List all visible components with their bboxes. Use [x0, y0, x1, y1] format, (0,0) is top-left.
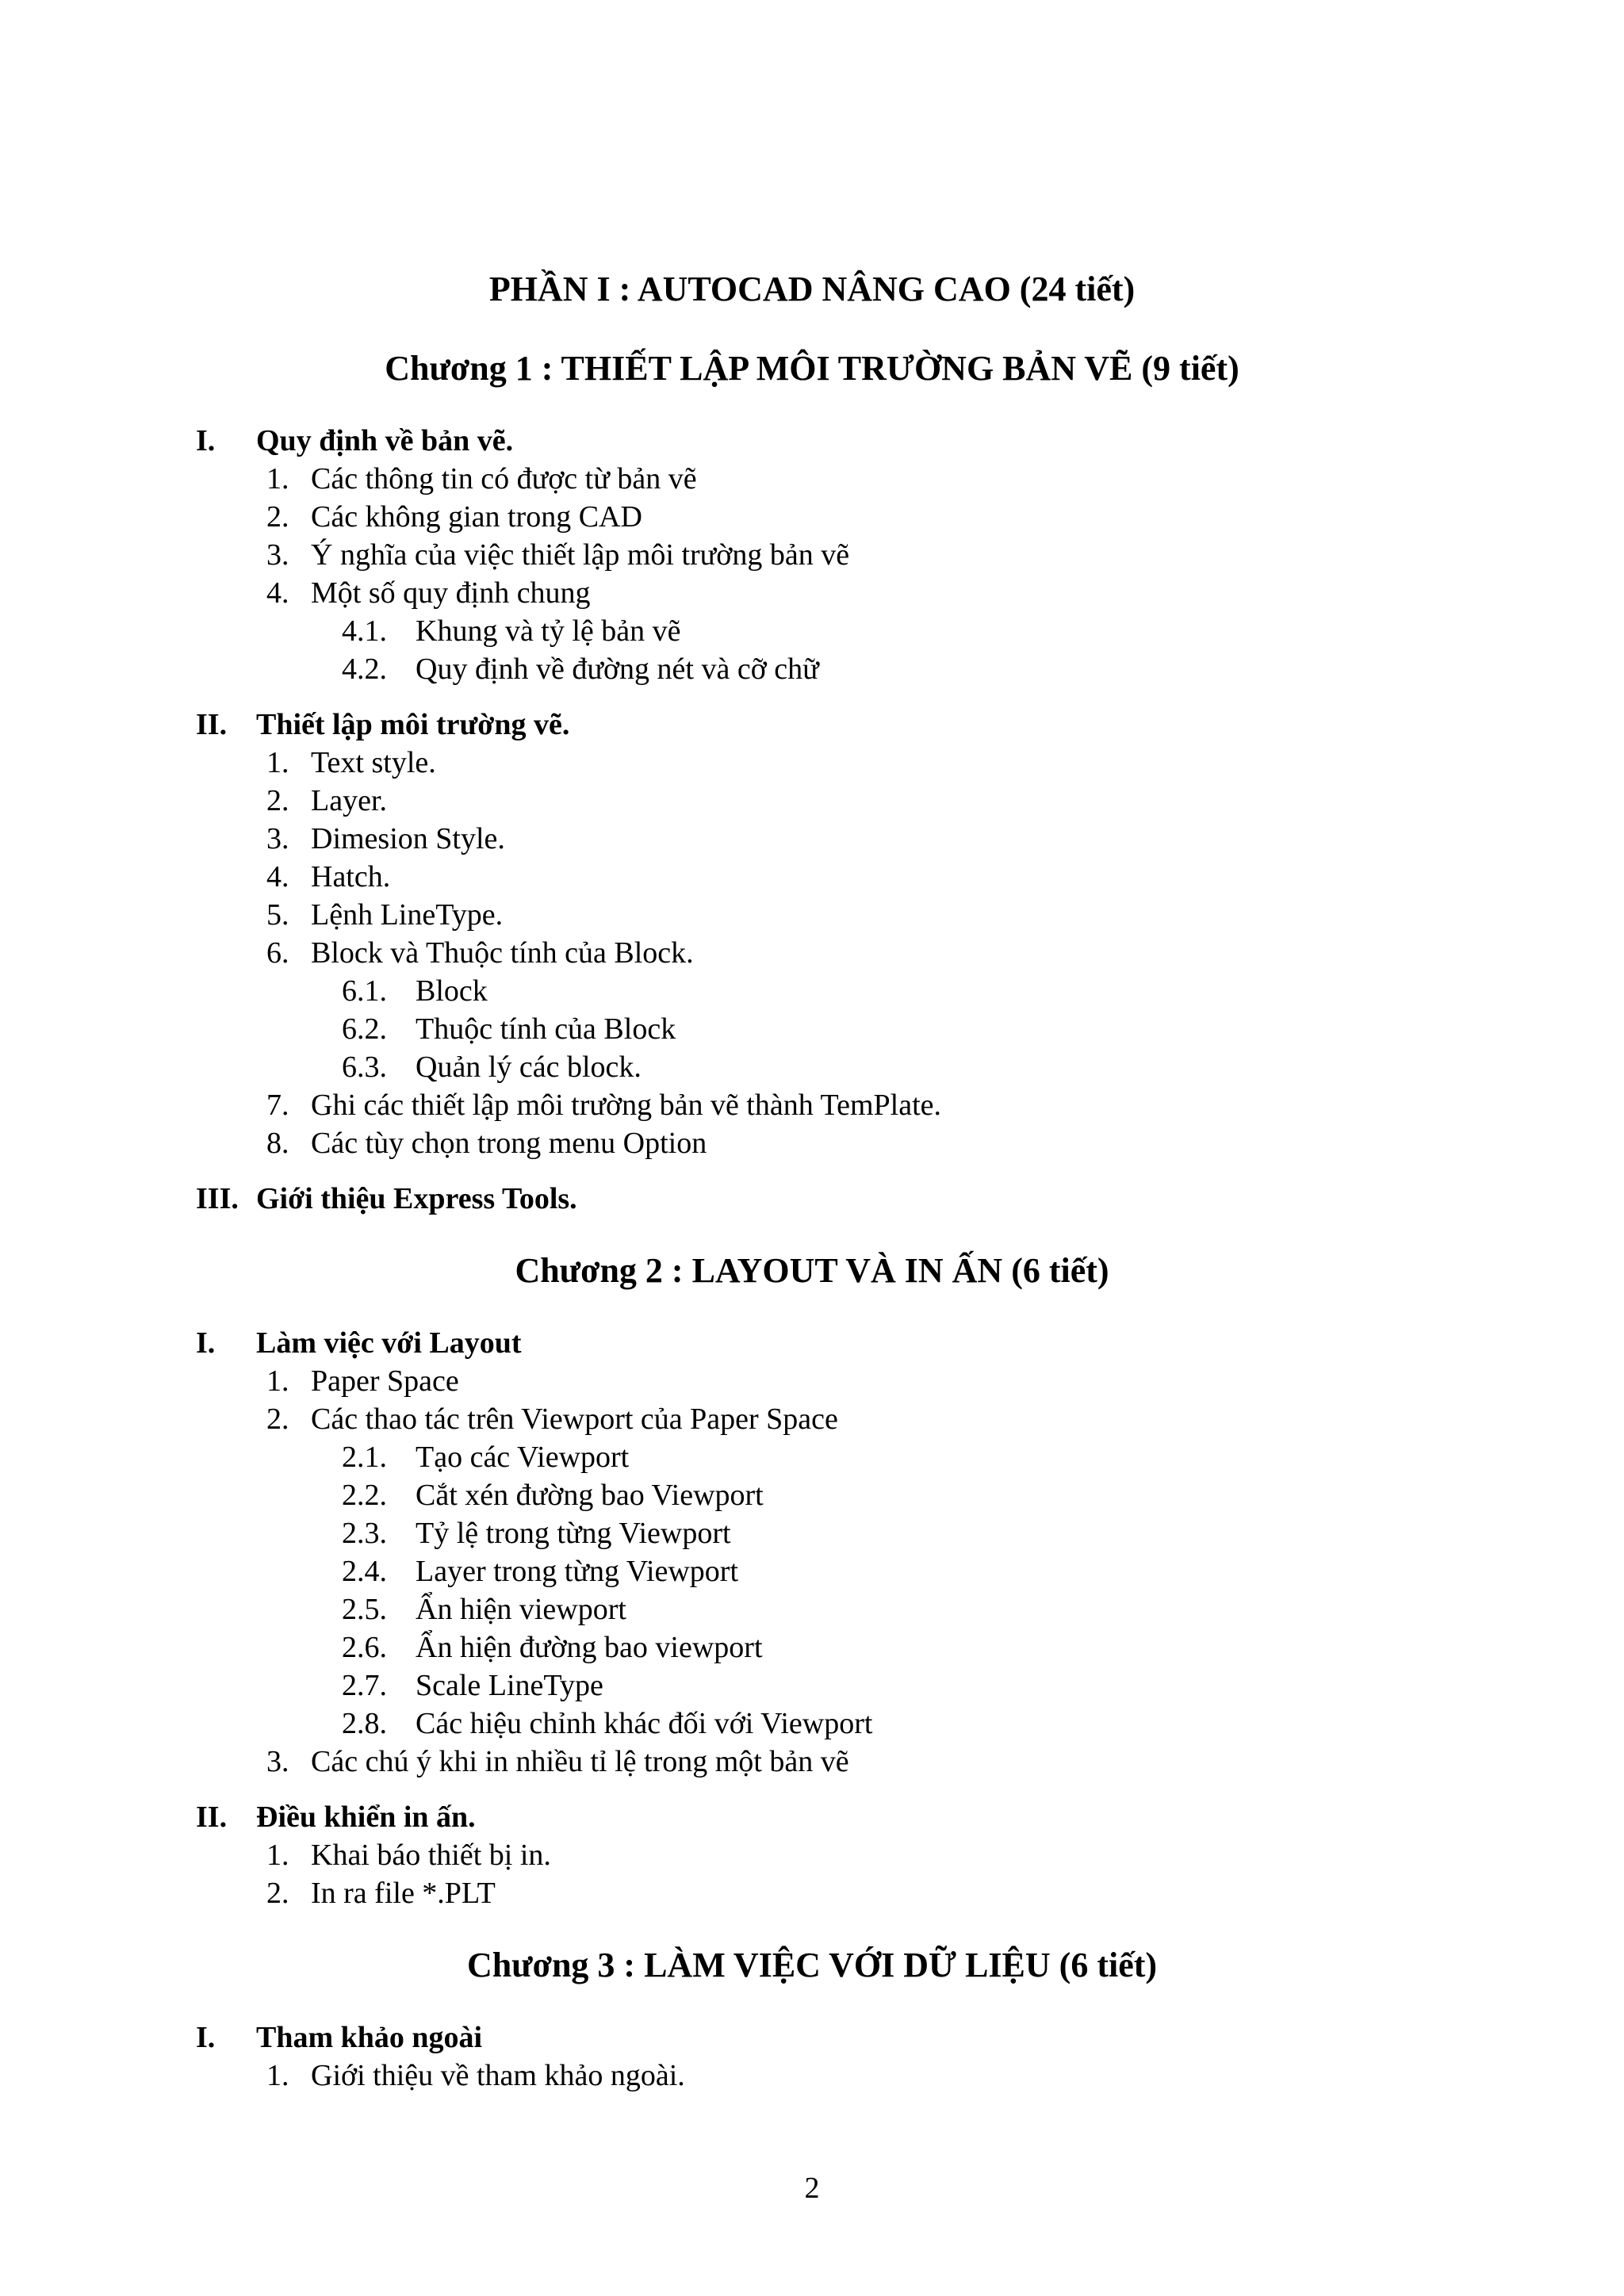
- subitem-number: 2.5.: [342, 1593, 387, 1626]
- section-numeral: I.: [196, 2021, 216, 2054]
- item-number: 2.: [266, 784, 289, 817]
- subitem-text: Layer trong từng Viewport: [416, 1555, 739, 1588]
- item-number: 6.: [266, 936, 289, 970]
- subitem-text: Quản lý các block.: [416, 1050, 642, 1084]
- subitem-number: 2.7.: [342, 1669, 387, 1702]
- subitem-text: Khung và tỷ lệ bản vẽ: [416, 614, 681, 648]
- subitem-number: 6.1.: [342, 974, 387, 1008]
- subitem-text: Các hiệu chỉnh khác đối với Viewport: [416, 1707, 873, 1740]
- item-text: Block và Thuộc tính của Block.: [311, 936, 694, 970]
- section-title: Tham khảo ngoài: [256, 2021, 483, 2054]
- item-number: 3.: [266, 822, 289, 855]
- item-text: Các không gian trong CAD: [311, 500, 642, 534]
- subitem-number: 2.1.: [342, 1441, 387, 1474]
- subitem-text: Ẩn hiện đường bao viewport: [416, 1631, 763, 1664]
- item-text: Giới thiệu về tham khảo ngoài.: [311, 2059, 685, 2092]
- subitem-text: Ẩn hiện viewport: [416, 1593, 626, 1626]
- section-title: Quy định về bản vẽ.: [256, 424, 514, 457]
- section-numeral: II.: [196, 708, 228, 741]
- item-number: 2.: [266, 1402, 289, 1436]
- item-text: Một số quy định chung: [311, 576, 591, 610]
- item-text: Các chú ý khi in nhiều tỉ lệ trong một bản vẽ: [311, 1745, 849, 1778]
- subitem-number: 4.2.: [342, 652, 387, 686]
- section-title: Giới thiệu Express Tools.: [256, 1182, 577, 1215]
- item-text: Dimesion Style.: [311, 822, 505, 855]
- item-number: 3.: [266, 1745, 289, 1778]
- subitem-text: Quy định về đường nét và cỡ chữ: [416, 652, 819, 686]
- item-text: Lệnh LineType.: [311, 898, 504, 932]
- chapter-2-title: Chương 2 : LAYOUT VÀ IN ẤN (6 tiết): [515, 1251, 1109, 1290]
- section-numeral: I.: [196, 424, 216, 457]
- subitem-number: 4.1.: [342, 614, 387, 648]
- item-number: 4.: [266, 576, 289, 610]
- page-number: 2: [804, 2172, 820, 2205]
- item-text: Ý nghĩa của việc thiết lập môi trường bản vẽ: [311, 538, 850, 572]
- subitem-number: 2.8.: [342, 1707, 387, 1740]
- section-numeral: I.: [196, 1326, 216, 1360]
- section-title: Thiết lập môi trường vẽ.: [256, 708, 570, 741]
- item-text: Hatch.: [311, 860, 391, 894]
- item-text: In ra file *.PLT: [311, 1877, 496, 1910]
- item-text: Các tùy chọn trong menu Option: [311, 1127, 707, 1160]
- item-text: Ghi các thiết lập môi trường bản vẽ thành TemPlate.: [311, 1089, 942, 1122]
- section-numeral: II.: [196, 1800, 228, 1834]
- item-text: Các thông tin có được từ bản vẽ: [311, 462, 697, 496]
- item-number: 1.: [266, 462, 289, 496]
- item-number: 1.: [266, 2059, 289, 2092]
- part-title: PHẦN I : AUTOCAD NÂNG CAO (24 tiết): [488, 270, 1136, 308]
- subitem-text: Scale LineType: [416, 1669, 603, 1702]
- item-text: Text style.: [311, 746, 436, 779]
- item-text: Layer.: [311, 784, 388, 817]
- item-number: 7.: [266, 1089, 289, 1122]
- item-number: 5.: [266, 898, 289, 932]
- subitem-number: 6.3.: [342, 1050, 387, 1084]
- item-number: 1.: [266, 746, 289, 779]
- subitem-text: Cắt xén đường bao Viewport: [416, 1479, 764, 1512]
- subitem-text: Tạo các Viewport: [416, 1441, 630, 1474]
- item-number: 1.: [266, 1839, 289, 1872]
- item-number: 4.: [266, 860, 289, 894]
- item-number: 2.: [266, 500, 289, 534]
- item-text: Các thao tác trên Viewport của Paper Space: [311, 1402, 838, 1436]
- section-title: Điều khiển in ấn.: [256, 1800, 476, 1834]
- item-number: 1.: [266, 1364, 289, 1398]
- subitem-text: Block: [416, 974, 488, 1008]
- item-text: Paper Space: [311, 1364, 459, 1398]
- section-title: Làm việc với Layout: [256, 1326, 522, 1360]
- subitem-number: 2.2.: [342, 1479, 387, 1512]
- subitem-number: 2.6.: [342, 1631, 387, 1664]
- item-number: 8.: [266, 1127, 289, 1160]
- subitem-text: Tỷ lệ trong từng Viewport: [416, 1517, 731, 1550]
- section-numeral: III.: [196, 1182, 239, 1215]
- chapter-3-title: Chương 3 : LÀM VIỆC VỚI DỮ LIỆU (6 tiết): [466, 1946, 1158, 1984]
- subitem-number: 6.2.: [342, 1012, 387, 1046]
- subitem-number: 2.4.: [342, 1555, 387, 1588]
- item-number: 2.: [266, 1877, 289, 1910]
- subitem-number: 2.3.: [342, 1517, 387, 1550]
- subitem-text: Thuộc tính của Block: [416, 1012, 676, 1046]
- item-text: Khai báo thiết bị in.: [311, 1839, 551, 1872]
- chapter-1-title: Chương 1 : THIẾT LẬP MÔI TRƯỜNG BẢN VẼ (9 tiết): [385, 349, 1239, 388]
- item-number: 3.: [266, 538, 289, 572]
